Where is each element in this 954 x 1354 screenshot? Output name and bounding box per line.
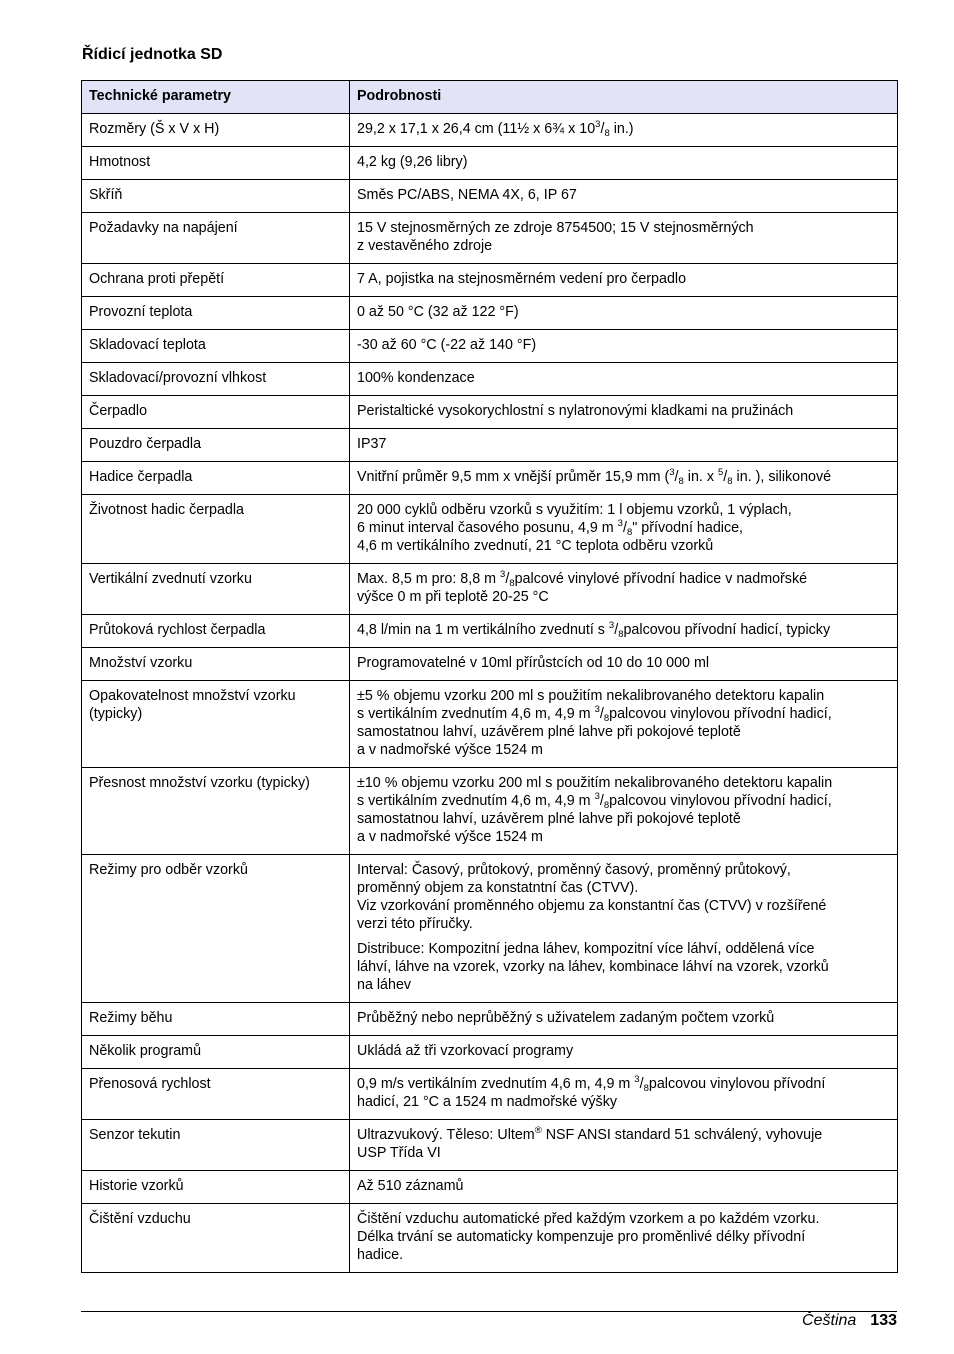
detail-paragraph [357, 861, 890, 933]
text-segment: verzi této příručky. [357, 916, 473, 932]
text-segment: ±5 % objemu vzorku 200 ml s použitím nekalibrovaného detektoru kapalin [357, 688, 825, 704]
subscript: 8 [509, 578, 515, 589]
parameter-label: Hadice čerpadla [89, 469, 193, 485]
text-segment: 0 až 50 °C (32 až 122 °F) [357, 304, 519, 320]
text-line [357, 687, 890, 705]
table-body [82, 114, 898, 1273]
table-row [82, 1204, 898, 1273]
table-row [82, 1003, 898, 1036]
detail-cell [350, 264, 898, 297]
detail-cell [350, 1036, 898, 1069]
text-segment: ±10 % objemu vzorku 200 ml s použitím nekalibrovaného detektoru kapalin [357, 775, 833, 791]
text-segment: / [674, 469, 679, 485]
parameter-cell [82, 213, 350, 264]
parameter-label: Opakovatelnost množství vzorku [89, 688, 296, 704]
parameter-cell [82, 855, 350, 1003]
text-line [357, 270, 890, 288]
text-line [357, 303, 890, 321]
table-row [82, 1171, 898, 1204]
superscript: 3 [594, 791, 600, 802]
footer-language: Čeština [802, 1312, 857, 1329]
text-segment: 29,2 x 17,1 x 26,4 cm (11½ x 6¾ x 10 [357, 121, 596, 137]
text-segment: palcovou přívodní hadicí, typicky [623, 622, 831, 638]
subscript: 8 [678, 476, 684, 487]
subscript: 8 [604, 128, 610, 139]
parameter-cell [82, 1204, 350, 1273]
parameter-cell [82, 330, 350, 363]
text-segment: IP37 [357, 436, 387, 452]
text-line [357, 186, 890, 204]
text-line [357, 1126, 890, 1144]
detail-cell [350, 363, 898, 396]
superscript: 3 [594, 704, 600, 715]
superscript: 5 [718, 467, 724, 478]
text-line [357, 153, 890, 171]
text-segment: hadicí, 21 °C a 1524 m nadmořské výšky [357, 1094, 618, 1110]
text-line [357, 958, 890, 976]
text-line [357, 336, 890, 354]
table-row [82, 768, 898, 855]
text-segment: 4,6 m vertikálního zvednutí, 21 °C teplota odběru vzorků [357, 538, 714, 554]
text-line [357, 976, 890, 994]
text-segment: / [639, 1076, 644, 1092]
parameter-cell [82, 396, 350, 429]
parameter-label: Pouzdro čerpadla [89, 436, 202, 452]
text-line [357, 402, 890, 420]
detail-cell [350, 330, 898, 363]
text-segment: / [622, 520, 627, 536]
text-segment: palcovou vinylovou přívodní hadicí, [609, 706, 832, 722]
detail-cell [350, 180, 898, 213]
parameter-label: Senzor tekutin [89, 1127, 181, 1143]
superscript: 3 [617, 518, 623, 529]
parameter-cell [82, 495, 350, 564]
parameter-label: Vertikální zvednutí vzorku [89, 571, 252, 587]
text-segment: / [599, 706, 604, 722]
detail-cell [350, 462, 898, 495]
parameter-label: Několik programů [89, 1043, 202, 1059]
text-line [357, 897, 890, 915]
text-line [357, 1144, 890, 1162]
parameter-cell [82, 648, 350, 681]
superscript: 3 [634, 1074, 640, 1085]
text-segment: výšce 0 m při teplotě 20-25 °C [357, 589, 549, 605]
text-line [357, 501, 890, 519]
detail-cell [350, 429, 898, 462]
text-line [357, 621, 890, 639]
parameter-label: Historie vzorků [89, 1178, 184, 1194]
parameter-label: Rozměry (Š x V x H) [89, 121, 220, 137]
text-segment: 6 minut interval časového posunu, 4,9 m [357, 520, 618, 536]
text-segment: Ultrazvukový. Těleso: Ultem [357, 1127, 535, 1143]
detail-cell [350, 396, 898, 429]
superscript: 3 [500, 569, 506, 580]
text-line [357, 810, 890, 828]
parameter-cell [82, 462, 350, 495]
text-line [357, 828, 890, 846]
table-row [82, 213, 898, 264]
text-segment: -30 až 60 °C (-22 až 140 °F) [357, 337, 537, 353]
detail-cell [350, 147, 898, 180]
table-row [82, 114, 898, 147]
table-row [82, 180, 898, 213]
text-line [357, 654, 890, 672]
text-segment: Směs PC/ABS, NEMA 4X, 6, IP 67 [357, 187, 577, 203]
parameter-label: Přenosová rychlost [89, 1076, 211, 1092]
text-line [357, 940, 890, 958]
parameter-cell [82, 147, 350, 180]
text-segment: s vertikálním zvednutím 4,6 m, 4,9 m [357, 793, 595, 809]
text-line [357, 219, 890, 237]
table-row [82, 1120, 898, 1171]
text-line [357, 723, 890, 741]
parameter-label: Skladovací teplota [89, 337, 206, 353]
text-segment: z vestavěného zdroje [357, 238, 493, 254]
table-header-row [82, 81, 898, 114]
text-segment: NSF ANSI standard 51 schválený, vyhovuje [541, 1127, 823, 1143]
parameter-label: Ochrana proti přepětí [89, 271, 225, 287]
text-segment: Max. 8,5 m pro: 8,8 m [357, 571, 501, 587]
detail-cell [350, 1120, 898, 1171]
specifications-table [81, 80, 898, 1273]
parameter-cell [82, 114, 350, 147]
text-line [357, 1246, 890, 1264]
text-segment: / [599, 793, 604, 809]
text-segment: / [723, 469, 728, 485]
parameter-label: Množství vzorku [89, 655, 193, 671]
table-row [82, 495, 898, 564]
detail-cell [350, 768, 898, 855]
subscript: 8 [618, 629, 624, 640]
parameter-label: Skříň [89, 187, 123, 203]
detail-cell [350, 855, 898, 1003]
text-segment: 20 000 cyklů odběru vzorků s využitím: 1 l objemu vzorků, 1 výplach, [357, 502, 792, 518]
text-segment: Délka trvání se automaticky kompenzuje pro proměnlivé délky přívodní [357, 1229, 806, 1245]
table-row [82, 681, 898, 768]
text-line [357, 1177, 890, 1195]
text-segment: USP Třída VI [357, 1145, 441, 1161]
text-line [357, 369, 890, 387]
text-segment: Peristaltické vysokorychlostní s nylatronovými kladkami na pružinách [357, 403, 794, 419]
parameter-label: Průtoková rychlost čerpadla [89, 622, 266, 638]
text-line [357, 792, 890, 810]
detail-cell [350, 615, 898, 648]
parameter-label: Skladovací/provozní vlhkost [89, 370, 267, 386]
text-line [357, 1075, 890, 1093]
parameter-cell [82, 681, 350, 768]
text-segment: 100% kondenzace [357, 370, 475, 386]
text-segment: / [600, 121, 605, 137]
text-segment: Viz vzorkování proměnného objemu za konstantní čas (CTVV) v rozšířené [357, 898, 827, 914]
parameter-label: Hmotnost [89, 154, 151, 170]
text-line [357, 861, 890, 879]
parameter-cell [82, 429, 350, 462]
text-segment: 4,2 kg (9,26 libry) [357, 154, 468, 170]
detail-cell [350, 297, 898, 330]
text-segment: a v nadmořské výšce 1524 m [357, 742, 543, 758]
parameter-cell [82, 564, 350, 615]
detail-cell [350, 1069, 898, 1120]
parameter-label: Požadavky na napájení [89, 220, 238, 236]
table-row [82, 648, 898, 681]
text-segment: s vertikálním zvednutím 4,6 m, 4,9 m [357, 706, 595, 722]
text-line [357, 741, 890, 759]
text-line [357, 1042, 890, 1060]
parameter-cell [82, 1003, 350, 1036]
table-row [82, 462, 898, 495]
text-line [357, 915, 890, 933]
detail-cell [350, 1171, 898, 1204]
text-line [357, 435, 890, 453]
table-row [82, 396, 898, 429]
parameter-cell [82, 1036, 350, 1069]
text-line [357, 588, 890, 606]
text-line [357, 468, 890, 486]
detail-cell [350, 564, 898, 615]
detail-paragraph [357, 940, 890, 994]
parameter-cell [82, 768, 350, 855]
text-segment: 7 A, pojistka na stejnosměrném vedení pro čerpadlo [357, 271, 687, 287]
parameter-cell [82, 363, 350, 396]
text-line [357, 570, 890, 588]
text-segment: / [614, 622, 619, 638]
table-row [82, 363, 898, 396]
parameter-cell [82, 297, 350, 330]
detail-cell [350, 1003, 898, 1036]
text-segment: Programovatelné v 10ml přírůstcích od 10 do 10 000 ml [357, 655, 710, 671]
parameter-label: Přesnost množství vzorku (typicky) [89, 775, 310, 791]
superscript: 3 [595, 119, 601, 130]
parameter-label: Režimy pro odběr vzorků [89, 862, 248, 878]
text-segment: 0,9 m/s vertikálním zvednutím 4,6 m, 4,9 m [357, 1076, 635, 1092]
parameter-label: (typicky) [89, 706, 143, 722]
table-row [82, 429, 898, 462]
text-segment: a v nadmořské výšce 1524 m [357, 829, 543, 845]
text-line [357, 879, 890, 897]
parameter-label: Životnost hadic čerpadla [89, 502, 244, 518]
subscript: 8 [626, 527, 633, 538]
text-segment: / [505, 571, 510, 587]
parameter-cell [82, 615, 350, 648]
detail-cell [350, 681, 898, 768]
detail-cell [350, 648, 898, 681]
text-segment: na láhev [357, 977, 412, 993]
page-number: 133 [870, 1312, 897, 1329]
table-row [82, 147, 898, 180]
table-row [82, 564, 898, 615]
table-row [82, 615, 898, 648]
parameter-cell [82, 1171, 350, 1204]
page-footer [802, 1312, 897, 1330]
superscript: 3 [608, 620, 615, 631]
detail-cell [350, 1204, 898, 1273]
text-line [357, 120, 890, 138]
text-line [357, 1210, 890, 1228]
parameter-label: Čištění vzduchu [89, 1211, 191, 1227]
parameter-label: Provozní teplota [89, 304, 193, 320]
parameter-cell [82, 180, 350, 213]
text-segment: samostatnou lahví, uzávěrem plné lahve při pokojové teplotě [357, 724, 741, 740]
text-line [357, 519, 890, 537]
subscript: 8 [727, 476, 733, 487]
text-line [357, 774, 890, 792]
detail-cell [350, 213, 898, 264]
superscript: 3 [669, 467, 675, 478]
text-segment: palcovou vinylovou přívodní hadicí, [609, 793, 832, 809]
column-header-details: Podrobnosti [350, 81, 898, 114]
table-row [82, 297, 898, 330]
text-segment: Čištění vzduchu automatické před každým vzorkem a po každém vzorku. [357, 1211, 820, 1227]
text-segment: Interval: Časový, průtokový, proměnný časový, proměnný průtokový, [357, 862, 791, 878]
text-line [357, 237, 890, 255]
text-segment: Vnitřní průměr 9,5 mm x vnější průměr 15,9 mm ( [357, 469, 670, 485]
subscript: 8 [643, 1083, 649, 1094]
text-line [357, 1009, 890, 1027]
parameter-cell [82, 264, 350, 297]
footer-divider [81, 1311, 897, 1312]
text-segment: in. ), silikonové [732, 469, 832, 485]
text-segment: samostatnou lahví, uzávěrem plné lahve při pokojové teplotě [357, 811, 741, 827]
text-segment: Distribuce: Kompozitní jedna láhev, kompozitní více láhví, oddělená více [357, 941, 815, 957]
text-segment: Až 510 záznamů [357, 1178, 464, 1194]
text-segment: láhví, láhve na vzorek, vzorky na láhev, kombinace láhví na vzorek, vzorků [357, 959, 829, 975]
text-line [357, 1093, 890, 1111]
subscript: 8 [603, 800, 610, 811]
table-row [82, 330, 898, 363]
detail-cell [350, 495, 898, 564]
text-segment: hadice. [357, 1247, 404, 1263]
text-segment: Průběžný nebo neprůběžný s uživatelem zadaným počtem vzorků [357, 1010, 775, 1026]
text-segment: palcové vinylové přívodní hadice v nadmořské [514, 571, 808, 587]
text-line [357, 1228, 890, 1246]
text-segment: in. x [683, 469, 718, 485]
parameter-label: Režimy běhu [89, 1010, 173, 1026]
table-row [82, 264, 898, 297]
text-segment: 4,8 l/min na 1 m vertikálního zvednutí s [357, 622, 609, 638]
text-segment: " přívodní hadice, [632, 520, 744, 536]
table-row [82, 1036, 898, 1069]
detail-cell [350, 114, 898, 147]
text-line [357, 705, 890, 723]
parameter-cell [82, 1069, 350, 1120]
section-title: Řídicí jednotka SD [82, 46, 223, 63]
table-row [82, 855, 898, 1003]
text-segment: proměnný objem za konstatntní čas (CTVV). [357, 880, 639, 896]
subscript: 8 [603, 713, 610, 724]
superscript: ® [534, 1125, 542, 1136]
text-segment: in.) [609, 121, 634, 137]
text-line [357, 537, 890, 555]
parameter-cell [82, 1120, 350, 1171]
parameter-label: Čerpadlo [89, 403, 148, 419]
table-row [82, 1069, 898, 1120]
text-segment: Ukládá až tři vzorkovací programy [357, 1043, 574, 1059]
text-segment: 15 V stejnosměrných ze zdroje 8754500; 15 V stejnosměrných [357, 220, 754, 236]
text-segment: palcovou vinylovou přívodní [648, 1076, 826, 1092]
column-header-parameters: Technické parametry [82, 81, 350, 114]
